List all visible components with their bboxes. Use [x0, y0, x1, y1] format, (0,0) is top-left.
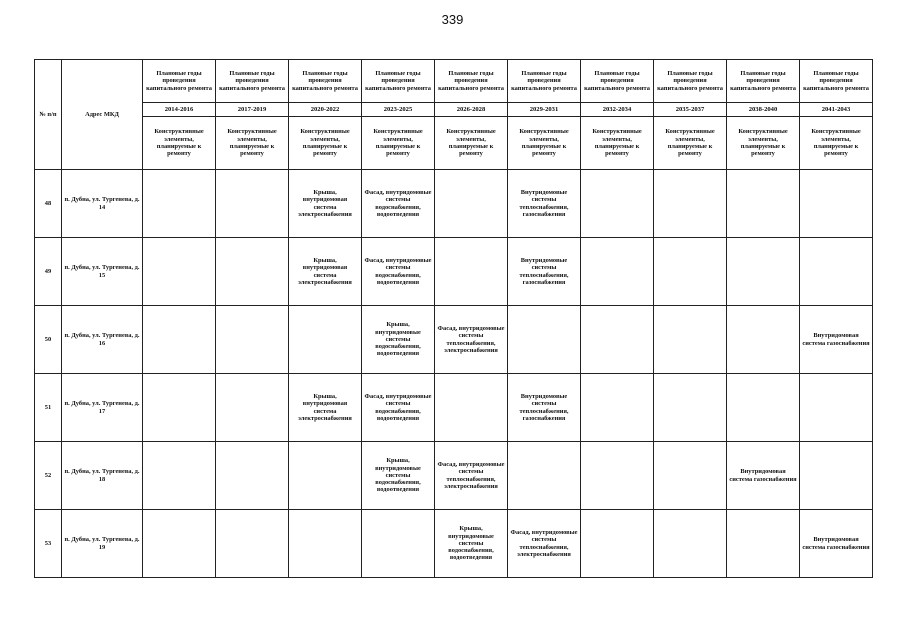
page-number: 339	[441, 12, 464, 27]
row-number: 49	[35, 238, 62, 306]
repair-cell	[800, 170, 873, 238]
repair-cell	[143, 170, 216, 238]
row-address: п. Дубна, ул. Тургенева, д. 18	[62, 442, 143, 510]
repair-cell	[216, 510, 289, 578]
repair-cell: Фасад, внутридомовые системы водоснабжения, водоотведения	[362, 374, 435, 442]
repair-cell: Внутридомовые системы теплоснабжения, газоснабжения	[508, 374, 581, 442]
period-title: Плановые годы проведения капитального ремонта	[362, 60, 435, 103]
period-years: 2041-2043	[800, 103, 873, 117]
period-subtitle: Конструктивные элементы, планируемые к ремонту	[800, 117, 873, 170]
repair-cell: Крыша, внутридомовая система электроснабжения	[289, 238, 362, 306]
repair-cell	[727, 238, 800, 306]
period-subtitle: Конструктивные элементы, планируемые к ремонту	[435, 117, 508, 170]
repair-cell: Крыша, внутридомовые системы водоснабжения, водоотведения	[362, 442, 435, 510]
col-header-address: Адрес МКД	[62, 60, 143, 170]
period-years: 2014-2016	[143, 103, 216, 117]
repair-cell: Фасад, внутридомовые системы теплоснабжения, электроснабжения	[435, 442, 508, 510]
table-row	[35, 238, 873, 306]
table-row	[35, 374, 873, 442]
repair-cell: Фасад, внутридомовые системы теплоснабжения, электроснабжения	[508, 510, 581, 578]
period-years: 2029-2031	[508, 103, 581, 117]
repair-cell	[508, 306, 581, 374]
period-title: Плановые годы проведения капитального ремонта	[581, 60, 654, 103]
repair-cell: Внутридомовые системы теплоснабжения, газоснабжения	[508, 238, 581, 306]
col-header-num: № п/п	[35, 60, 62, 170]
repair-cell: Крыша, внутридомовая система электроснабжения	[289, 374, 362, 442]
period-title: Плановые годы проведения капитального ремонта	[289, 60, 362, 103]
repair-cell: Крыша, внутридомовые системы водоснабжения, водоотведения	[435, 510, 508, 578]
row-number: 50	[35, 306, 62, 374]
period-subtitle: Конструктивные элементы, планируемые к ремонту	[216, 117, 289, 170]
repair-cell	[143, 374, 216, 442]
period-subtitle: Конструктивные элементы, планируемые к ремонту	[289, 117, 362, 170]
period-subtitle: Конструктивные элементы, планируемые к ремонту	[654, 117, 727, 170]
repair-cell: Крыша, внутридомовые системы водоснабжения, водоотведения	[362, 306, 435, 374]
period-years: 2038-2040	[727, 103, 800, 117]
repair-cell	[727, 374, 800, 442]
repair-cell: Внутридомовые системы теплоснабжения, газоснабжения	[508, 170, 581, 238]
repair-cell	[143, 442, 216, 510]
repair-cell	[581, 510, 654, 578]
repair-cell: Внутридомовая система газоснабжения	[800, 510, 873, 578]
repair-cell	[289, 510, 362, 578]
period-title: Плановые годы проведения капитального ремонта	[727, 60, 800, 103]
repair-cell: Фасад, внутридомовые системы водоснабжения, водоотведения	[362, 170, 435, 238]
row-address: п. Дубна, ул. Тургенева, д. 15	[62, 238, 143, 306]
period-years: 2017-2019	[216, 103, 289, 117]
repair-cell	[581, 374, 654, 442]
period-years: 2020-2022	[289, 103, 362, 117]
repair-cell	[216, 374, 289, 442]
period-subtitle: Конструктивные элементы, планируемые к ремонту	[362, 117, 435, 170]
repair-cell	[654, 374, 727, 442]
repair-cell	[435, 374, 508, 442]
repair-cell	[362, 510, 435, 578]
repair-cell: Внутридомовая система газоснабжения	[727, 442, 800, 510]
period-title: Плановые годы проведения капитального ремонта	[654, 60, 727, 103]
table-row	[35, 170, 873, 238]
repair-cell	[435, 238, 508, 306]
period-years: 2032-2034	[581, 103, 654, 117]
row-address: п. Дубна, ул. Тургенева, д. 14	[62, 170, 143, 238]
repair-cell	[654, 238, 727, 306]
repair-cell	[143, 306, 216, 374]
period-years: 2023-2025	[362, 103, 435, 117]
repair-cell	[216, 306, 289, 374]
repair-cell	[581, 442, 654, 510]
repair-cell	[143, 510, 216, 578]
repair-cell	[216, 170, 289, 238]
repair-cell: Внутридомовая система газоснабжения	[800, 306, 873, 374]
row-number: 48	[35, 170, 62, 238]
row-address: п. Дубна, ул. Тургенева, д. 19	[62, 510, 143, 578]
repair-cell	[727, 510, 800, 578]
repair-cell	[289, 306, 362, 374]
period-title: Плановые годы проведения капитального ремонта	[216, 60, 289, 103]
repair-cell	[800, 238, 873, 306]
repair-cell	[654, 442, 727, 510]
repair-cell	[654, 510, 727, 578]
row-address: п. Дубна, ул. Тургенева, д. 17	[62, 374, 143, 442]
period-title: Плановые годы проведения капитального ремонта	[508, 60, 581, 103]
row-number: 53	[35, 510, 62, 578]
repair-cell: Крыша, внутридомовая система электроснабжения	[289, 170, 362, 238]
period-subtitle: Конструктивные элементы, планируемые к ремонту	[143, 117, 216, 170]
table-row	[35, 442, 873, 510]
repair-cell: Фасад, внутридомовые системы теплоснабжения, электроснабжения	[435, 306, 508, 374]
repair-cell	[289, 442, 362, 510]
repair-cell	[800, 374, 873, 442]
period-title: Плановые годы проведения капитального ремонта	[435, 60, 508, 103]
row-number: 52	[35, 442, 62, 510]
repair-cell	[581, 238, 654, 306]
repair-cell	[581, 306, 654, 374]
period-years: 2035-2037	[654, 103, 727, 117]
table-body	[35, 170, 873, 578]
repair-cell	[143, 238, 216, 306]
row-address: п. Дубна, ул. Тургенева, д. 16	[62, 306, 143, 374]
table-row	[35, 306, 873, 374]
repair-cell	[508, 442, 581, 510]
row-number: 51	[35, 374, 62, 442]
repair-cell	[435, 170, 508, 238]
repair-cell	[727, 170, 800, 238]
period-title: Плановые годы проведения капитального ремонта	[800, 60, 873, 103]
repair-cell	[727, 306, 800, 374]
period-years: 2026-2028	[435, 103, 508, 117]
period-subtitle: Конструктивные элементы, планируемые к ремонту	[508, 117, 581, 170]
repair-plan-table	[34, 59, 873, 578]
period-subtitle: Конструктивные элементы, планируемые к ремонту	[581, 117, 654, 170]
repair-cell: Фасад, внутридомовые системы водоснабжения, водоотведения	[362, 238, 435, 306]
period-subtitle: Конструктивные элементы, планируемые к ремонту	[727, 117, 800, 170]
table-header	[35, 60, 873, 170]
repair-cell	[581, 170, 654, 238]
repair-cell	[654, 170, 727, 238]
repair-cell	[654, 306, 727, 374]
repair-cell	[800, 442, 873, 510]
table-row	[35, 510, 873, 578]
repair-cell	[216, 238, 289, 306]
period-title: Плановые годы проведения капитального ремонта	[143, 60, 216, 103]
repair-cell	[216, 442, 289, 510]
